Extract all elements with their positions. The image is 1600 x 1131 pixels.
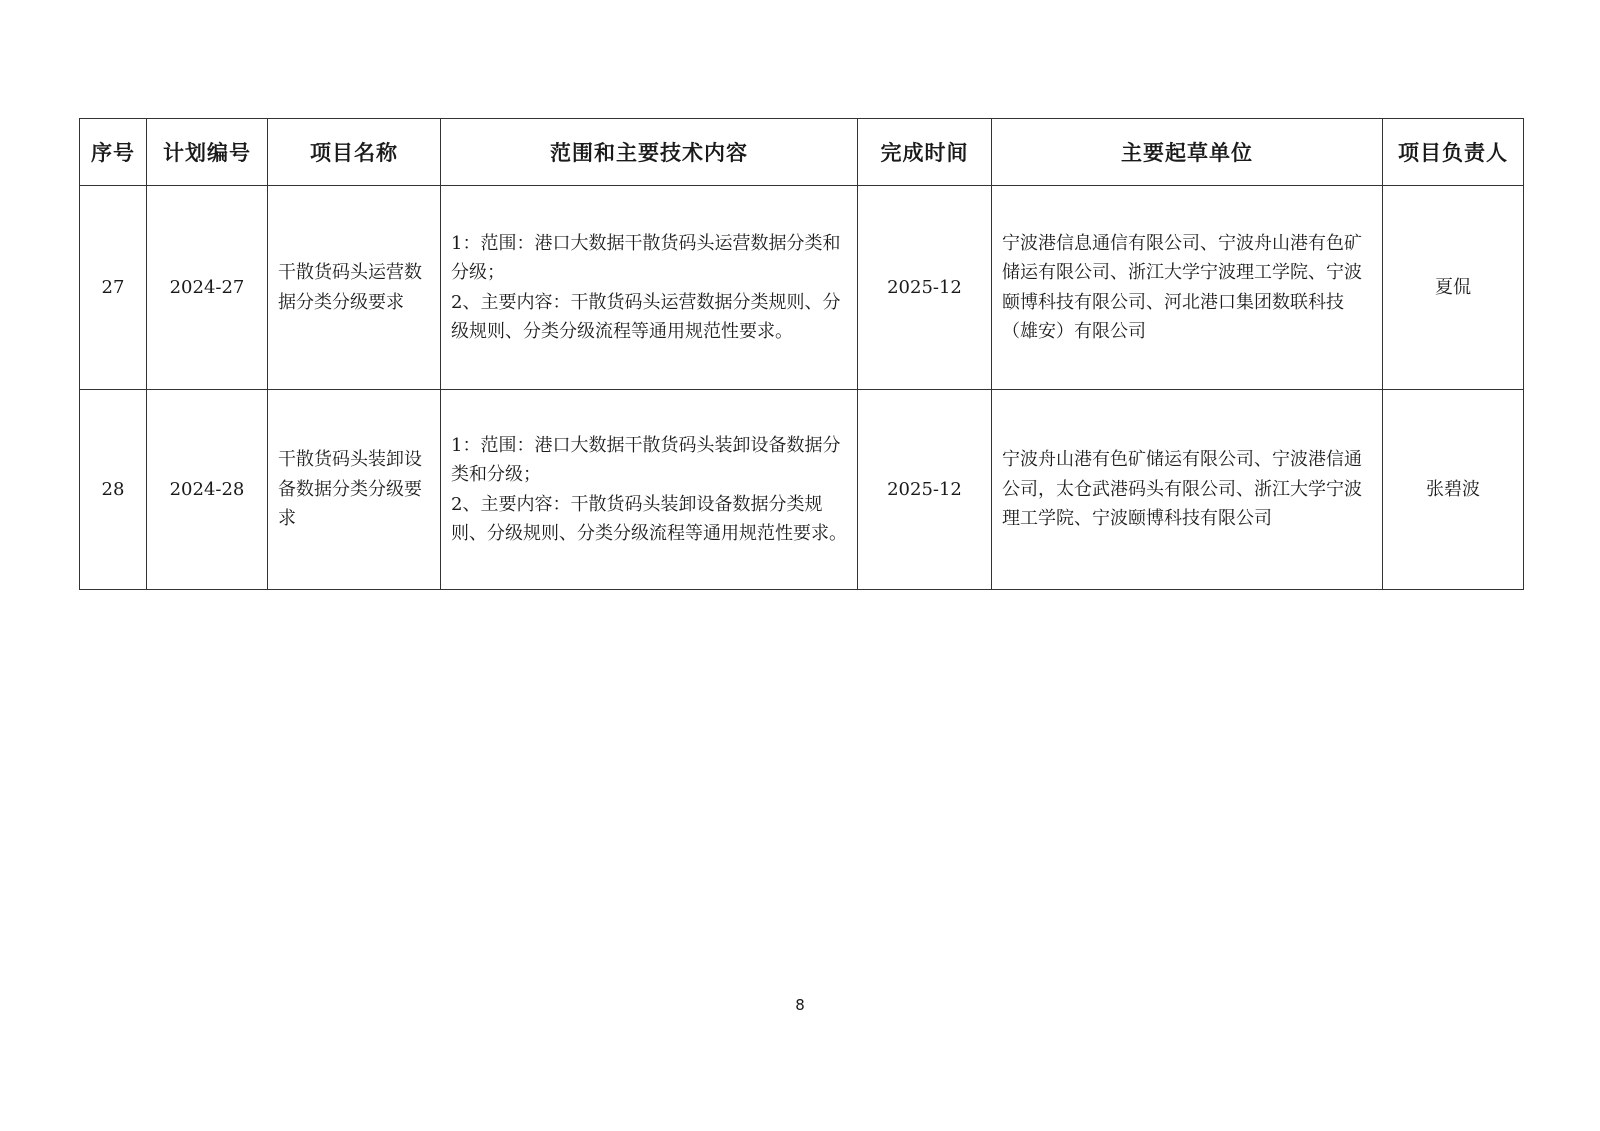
cell-scope-content [441,186,858,390]
header-project-name: 项目名称 [268,119,441,186]
cell-project-leader: 夏侃 [1383,186,1524,390]
cell-project-leader: 张碧波 [1383,390,1524,590]
table-row [80,390,1524,590]
header-seq: 序号 [80,119,147,186]
plan-table [79,118,1524,590]
header-plan-no: 计划编号 [147,119,268,186]
content-text: 2、主要内容：干散货码头装卸设备数据分类规则、分级规则、分类分级流程等通用规范性要求。 [451,493,847,544]
page-number: 8 [795,996,805,1014]
cell-project-name: 干散货码头运营数据分类分级要求 [268,186,441,390]
table-row [80,186,1524,390]
header-scope-content: 范围和主要技术内容 [441,119,858,186]
table-header-row [80,119,1524,186]
scope-text: 1：范围：港口大数据干散货码头运营数据分类和分级； [451,232,841,283]
cell-project-name: 干散货码头装卸设备数据分类分级要求 [268,390,441,590]
header-drafting-units: 主要起草单位 [992,119,1383,186]
cell-scope-content [441,390,858,590]
content-text: 2、主要内容：干散货码头运营数据分类规则、分级规则、分类分级流程等通用规范性要求。 [451,291,841,342]
cell-seq: 27 [80,186,147,390]
header-project-leader: 项目负责人 [1383,119,1524,186]
cell-drafting-units: 宁波舟山港有色矿储运有限公司、宁波港信通公司，太仓武港码头有限公司、浙江大学宁波理工学院、宁波颐博科技有限公司 [992,390,1383,590]
header-completion-time: 完成时间 [858,119,992,186]
cell-seq: 28 [80,390,147,590]
cell-plan-no: 2024-27 [147,186,268,390]
cell-completion-time: 2025-12 [858,390,992,590]
cell-drafting-units: 宁波港信息通信有限公司、宁波舟山港有色矿储运有限公司、浙江大学宁波理工学院、宁波颐博科技有限公司、河北港口集团数联科技（雄安）有限公司 [992,186,1383,390]
cell-completion-time: 2025-12 [858,186,992,390]
scope-text: 1：范围：港口大数据干散货码头装卸设备数据分类和分级； [451,434,841,485]
cell-plan-no: 2024-28 [147,390,268,590]
